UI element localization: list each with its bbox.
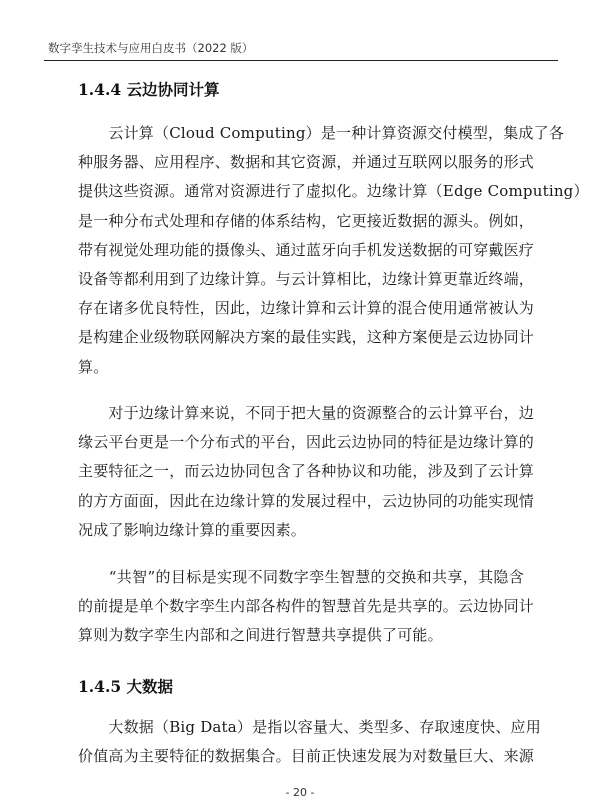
page-number: - 20 - — [285, 786, 315, 799]
text-line: 提供这些资源。通常对资源进行了虚拟化。边缘计算（Edge Computing） — [78, 182, 589, 201]
text-line: 是构建企业级物联网解决方案的最佳实践，这种方案便是云边协同计 — [78, 328, 535, 347]
text-line: 算。 — [78, 357, 109, 376]
text-line: 的前提是单个数字孪生内部各构件的智慧首先是共享的。云边协同计 — [78, 597, 535, 616]
paragraph-shared-intelligence — [78, 563, 535, 651]
text-line: 缘云平台更是一个分布式的平台，因此云边协同的特征是边缘计算的 — [78, 433, 535, 452]
paragraph-cloud-edge-intro — [78, 119, 589, 382]
text-line: 云计算（Cloud Computing）是一种计算资源交付模型，集成了各 — [78, 124, 565, 142]
text-line: 设备等都利用到了边缘计算。与云计算相比，边缘计算更靠近终端， — [78, 269, 535, 288]
text-line: 对于边缘计算来说，不同于把大量的资源整合的云计算平台，边 — [78, 404, 535, 422]
text-line: 带有视觉处理功能的摄像头、通过蓝牙向手机发送数据的可穿戴医疗 — [78, 240, 535, 259]
paragraph-big-data — [78, 713, 541, 771]
text-line: 种服务器、应用程序、数据和其它资源，并通过互联网以服务的形式 — [78, 153, 535, 172]
text-line: 主要特征之一，而云边协同包含了各种协议和功能，涉及到了云计算 — [78, 462, 535, 481]
header-divider — [44, 60, 558, 61]
text-line: 是一种分布式处理和存储的体系结构，它更接近数据的源头。例如， — [78, 211, 535, 230]
text-line: 的方方面面，因此在边缘计算的发展过程中，云边协同的功能实现情 — [78, 491, 535, 510]
text-line: 大数据（Big Data）是指以容量大、类型多、存取速度快、应用 — [78, 718, 541, 736]
section-heading-1-4-5: 1.4.5 大数据 — [78, 677, 174, 696]
text-line: 算则为数字孪生内部和之间进行智慧共享提供了可能。 — [78, 626, 443, 645]
text-line: 存在诸多优良特性，因此，边缘计算和云计算的混合使用通常被认为 — [78, 299, 535, 318]
text-line: 况成了影响边缘计算的重要因素。 — [78, 520, 307, 539]
section-heading-1-4-4: 1.4.4 云边协同计算 — [78, 80, 220, 99]
document-header: 数字孪生技术与应用白皮书（2022 版） — [48, 41, 254, 55]
paragraph-edge-features — [78, 399, 535, 545]
text-line: 价值高为主要特征的数据集合。目前正快速发展为对数量巨大、来源 — [78, 747, 535, 766]
text-line: “共智”的目标是实现不同数字孪生智慧的交换和共享，其隐含 — [78, 568, 524, 586]
